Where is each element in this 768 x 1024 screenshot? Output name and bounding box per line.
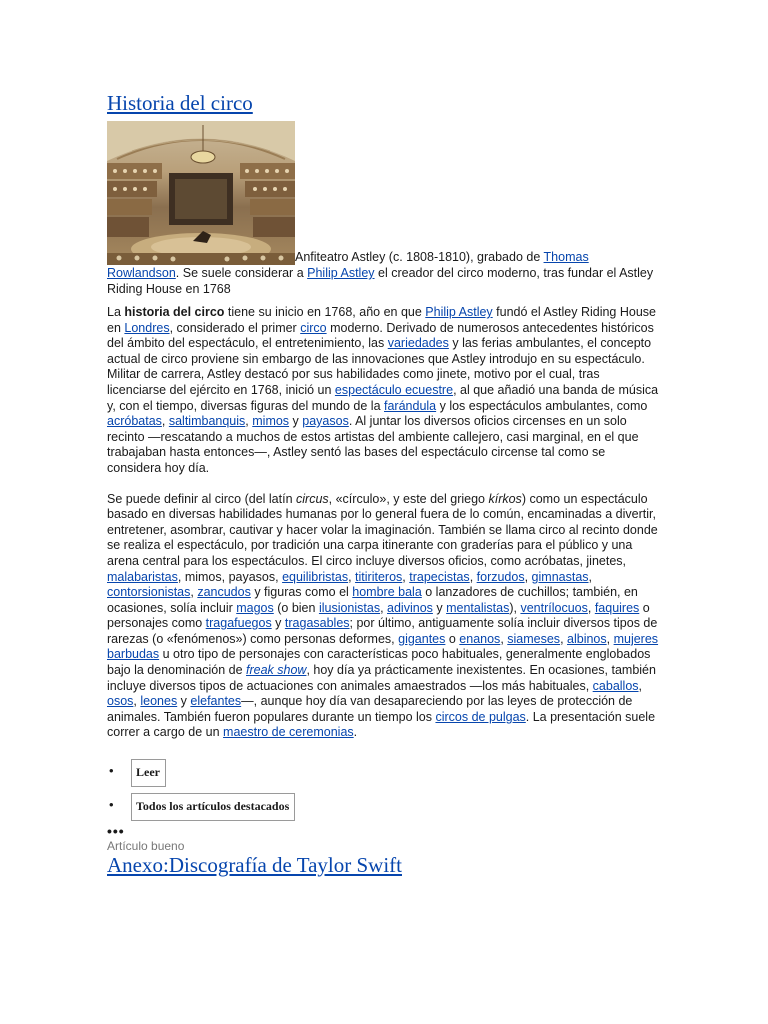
link-hombre-bala[interactable]: hombre bala bbox=[352, 585, 422, 600]
engraving-illustration bbox=[107, 121, 295, 265]
text: , bbox=[587, 600, 595, 615]
text: , bbox=[588, 569, 593, 584]
text: , bbox=[638, 678, 643, 693]
link-ventrilocuos[interactable]: ventrílocuos bbox=[520, 600, 588, 615]
link-espectaculo-ecuestre[interactable]: espectáculo ecuestre bbox=[334, 382, 454, 397]
text: o bbox=[445, 631, 460, 646]
link-gimnastas[interactable]: gimnastas bbox=[531, 569, 589, 584]
list-item bbox=[131, 793, 662, 821]
text: tiene su inicio en 1768, año en que bbox=[224, 305, 426, 319]
link-adivinos[interactable]: adivinos bbox=[387, 600, 433, 615]
text: y bbox=[177, 694, 191, 709]
text: y figuras como el bbox=[250, 585, 353, 600]
link-equilibristas[interactable]: equilibristas bbox=[282, 569, 349, 584]
link-gigantes[interactable]: gigantes bbox=[398, 631, 446, 646]
link-faquires[interactable]: faquires bbox=[594, 600, 640, 615]
link-acrobatas[interactable]: acróbatas bbox=[107, 414, 162, 429]
link-zancudos[interactable]: zancudos bbox=[197, 585, 251, 600]
caption-link-astley[interactable]: Philip Astley bbox=[307, 266, 375, 280]
text: , «círculo», y este del griego bbox=[328, 491, 489, 506]
italic-term: circus bbox=[296, 491, 329, 506]
text: , bbox=[606, 631, 614, 646]
text: , bbox=[133, 694, 141, 709]
text: , hoy día ya prácticamente inexistentes. En ocasiones, también incluye diversos tipos de actuaciones con animales amaestrados —los más habituales, bbox=[107, 663, 656, 693]
caption-text: el creador del circo moderno, tras fundar el Astley Riding House en 1768 bbox=[107, 266, 654, 296]
link-payasos[interactable]: payasos bbox=[302, 414, 349, 429]
text: ; por último, antiguamente solía incluir diversos tipos de rarezas (o «fenómenos») como personas deformes, bbox=[107, 616, 658, 646]
article-title bbox=[107, 0, 662, 116]
text: . La presentación suele correr a cargo de un bbox=[107, 709, 656, 740]
link-osos[interactable]: osos bbox=[107, 694, 134, 709]
link-magos[interactable]: magos bbox=[236, 600, 274, 615]
link-londres[interactable]: Londres bbox=[124, 320, 170, 335]
article-title-link[interactable]: Historia del circo bbox=[107, 91, 253, 115]
text: moderno. Derivado de numerosos antecedentes históricos del ámbito del espectáculo, el entretenimiento, las bbox=[107, 320, 654, 351]
link-malabaristas[interactable]: malabaristas bbox=[107, 569, 178, 584]
text: fundó el Astley Riding House en bbox=[107, 305, 656, 335]
text: . Al juntar los diversos oficios circenses en un solo recinto —rescatando a muchos de estos artistas del ambiente callejero, casi marginal, en el que trabajaban hasta entonces—, Astley sentó las bases del espectáculo circense tal como se considera hoy día. bbox=[107, 414, 639, 475]
text: , bbox=[469, 569, 477, 584]
link-titiriteros[interactable]: titiriteros bbox=[355, 569, 403, 584]
link-philip-astley[interactable]: Philip Astley bbox=[425, 305, 493, 319]
text: , bbox=[245, 414, 253, 429]
caption-link-rowlandson[interactable]: Thomas Rowlandson bbox=[107, 250, 589, 280]
link-tragasables[interactable]: tragasables bbox=[284, 616, 350, 631]
text: —, aunque hoy día van desapareciendo por las leyes de protección de animales. También fueron populares durante un tiempo los bbox=[107, 694, 633, 724]
link-maestro-de-ceremonias[interactable]: maestro de ceremonias bbox=[223, 725, 354, 740]
text: , bbox=[161, 414, 169, 429]
link-trapecistas[interactable]: trapecistas bbox=[409, 569, 470, 584]
link-tragafuegos[interactable]: tragafuegos bbox=[205, 616, 272, 631]
text: , bbox=[524, 569, 532, 584]
action-list bbox=[107, 759, 662, 821]
link-saltimbanquis[interactable]: saltimbanquis bbox=[168, 414, 246, 429]
paragraph-1 bbox=[107, 305, 662, 477]
text: , bbox=[402, 569, 410, 584]
link-leones[interactable]: leones bbox=[140, 694, 178, 709]
more-options-icon[interactable]: ••• bbox=[107, 823, 125, 840]
text: La bbox=[107, 305, 125, 319]
good-article-badge: Artículo bueno bbox=[107, 839, 185, 854]
link-enanos[interactable]: enanos bbox=[459, 631, 501, 646]
link-farandula[interactable]: farándula bbox=[384, 398, 437, 413]
bold-term: historia del circo bbox=[124, 305, 225, 319]
list-item bbox=[131, 759, 662, 787]
read-button[interactable]: Leer bbox=[131, 759, 166, 787]
link-circos-de-pulgas[interactable]: circos de pulgas bbox=[435, 709, 526, 724]
text: , bbox=[190, 585, 198, 600]
italic-term: kírkos bbox=[488, 491, 522, 506]
next-article-link[interactable]: Anexo:Discografía de Taylor Swift bbox=[107, 853, 402, 878]
text: Se puede definir al circo (del latín bbox=[107, 491, 296, 506]
text: (o bien bbox=[273, 600, 319, 615]
link-elefantes[interactable]: elefantes bbox=[190, 694, 242, 709]
caption-text: . Se suele considerar a bbox=[175, 266, 308, 280]
text: , bbox=[380, 600, 388, 615]
text: , al que añadió una banda de música y, con el tiempo, diversas figuras del mundo de la bbox=[107, 382, 659, 413]
paragraph-2 bbox=[107, 492, 662, 742]
link-forzudos[interactable]: forzudos bbox=[476, 569, 525, 584]
link-caballos[interactable]: caballos bbox=[592, 678, 639, 693]
text: , bbox=[560, 631, 568, 646]
text: y bbox=[289, 414, 303, 429]
link-ilusionistas[interactable]: ilusionistas bbox=[318, 600, 381, 615]
link-mimos[interactable]: mimos bbox=[252, 414, 290, 429]
text: y bbox=[432, 600, 447, 615]
text: y los espectáculos ambulantes, como bbox=[436, 398, 648, 413]
text: , mimos, payasos, bbox=[177, 569, 283, 584]
astley-amphitheatre-image[interactable] bbox=[107, 121, 295, 265]
text: . bbox=[353, 725, 358, 740]
link-freak-show[interactable]: freak show bbox=[246, 663, 307, 678]
text: u otro tipo de personajes con características poco habituales, generalmente englobados bajo la denominación de bbox=[107, 647, 651, 678]
link-contorsionistas[interactable]: contorsionistas bbox=[107, 585, 191, 600]
text: y bbox=[271, 616, 285, 631]
link-albinos[interactable]: albinos bbox=[567, 631, 607, 646]
text: , considerado el primer bbox=[169, 320, 301, 335]
text: o lanzadores de cuchillos; también, en ocasiones, solía incluir bbox=[107, 585, 638, 615]
link-circo[interactable]: circo bbox=[300, 320, 327, 335]
text: o personajes como bbox=[107, 600, 650, 631]
text: , bbox=[500, 631, 508, 646]
text: ) como un espectáculo basado en diversas habilidades humanas por lo general fuera de lo común, encaminadas a divertir, entretener, asombrar, cautivar y hacer volar la imaginación. También se llama circo al recinto donde se realiza el espectáculo, por tradición una carpa itinerante con graderías para el público y una arena central para los espectáculos. El circo incluye diversos oficios, como acróbatas, jinetes, bbox=[107, 491, 658, 568]
text: ), bbox=[509, 600, 521, 615]
text: y las ferias ambulantes, el concepto actual de circo proviene sin embargo de las innovaciones que Astley introdujo en su espectáculo. Militar de carrera, Astley destacó por sus habilidades como jinete, motivo por el cual, tras licenciarse del ejército en 1768, inició un bbox=[107, 336, 652, 397]
next-article-title bbox=[107, 853, 662, 877]
text: , bbox=[348, 569, 356, 584]
figure-with-caption bbox=[107, 121, 662, 297]
link-variedades[interactable]: variedades bbox=[387, 336, 449, 351]
link-mujeres-barbudas[interactable]: mujeres barbudas bbox=[107, 631, 659, 662]
link-siameses[interactable]: siameses bbox=[507, 631, 561, 646]
all-featured-articles-button[interactable]: Todos los artículos destacados bbox=[131, 793, 295, 821]
link-mentalistas[interactable]: mentalistas bbox=[446, 600, 510, 615]
caption-text: Anfiteatro Astley (c. 1808-1810), grabado de bbox=[295, 250, 544, 264]
